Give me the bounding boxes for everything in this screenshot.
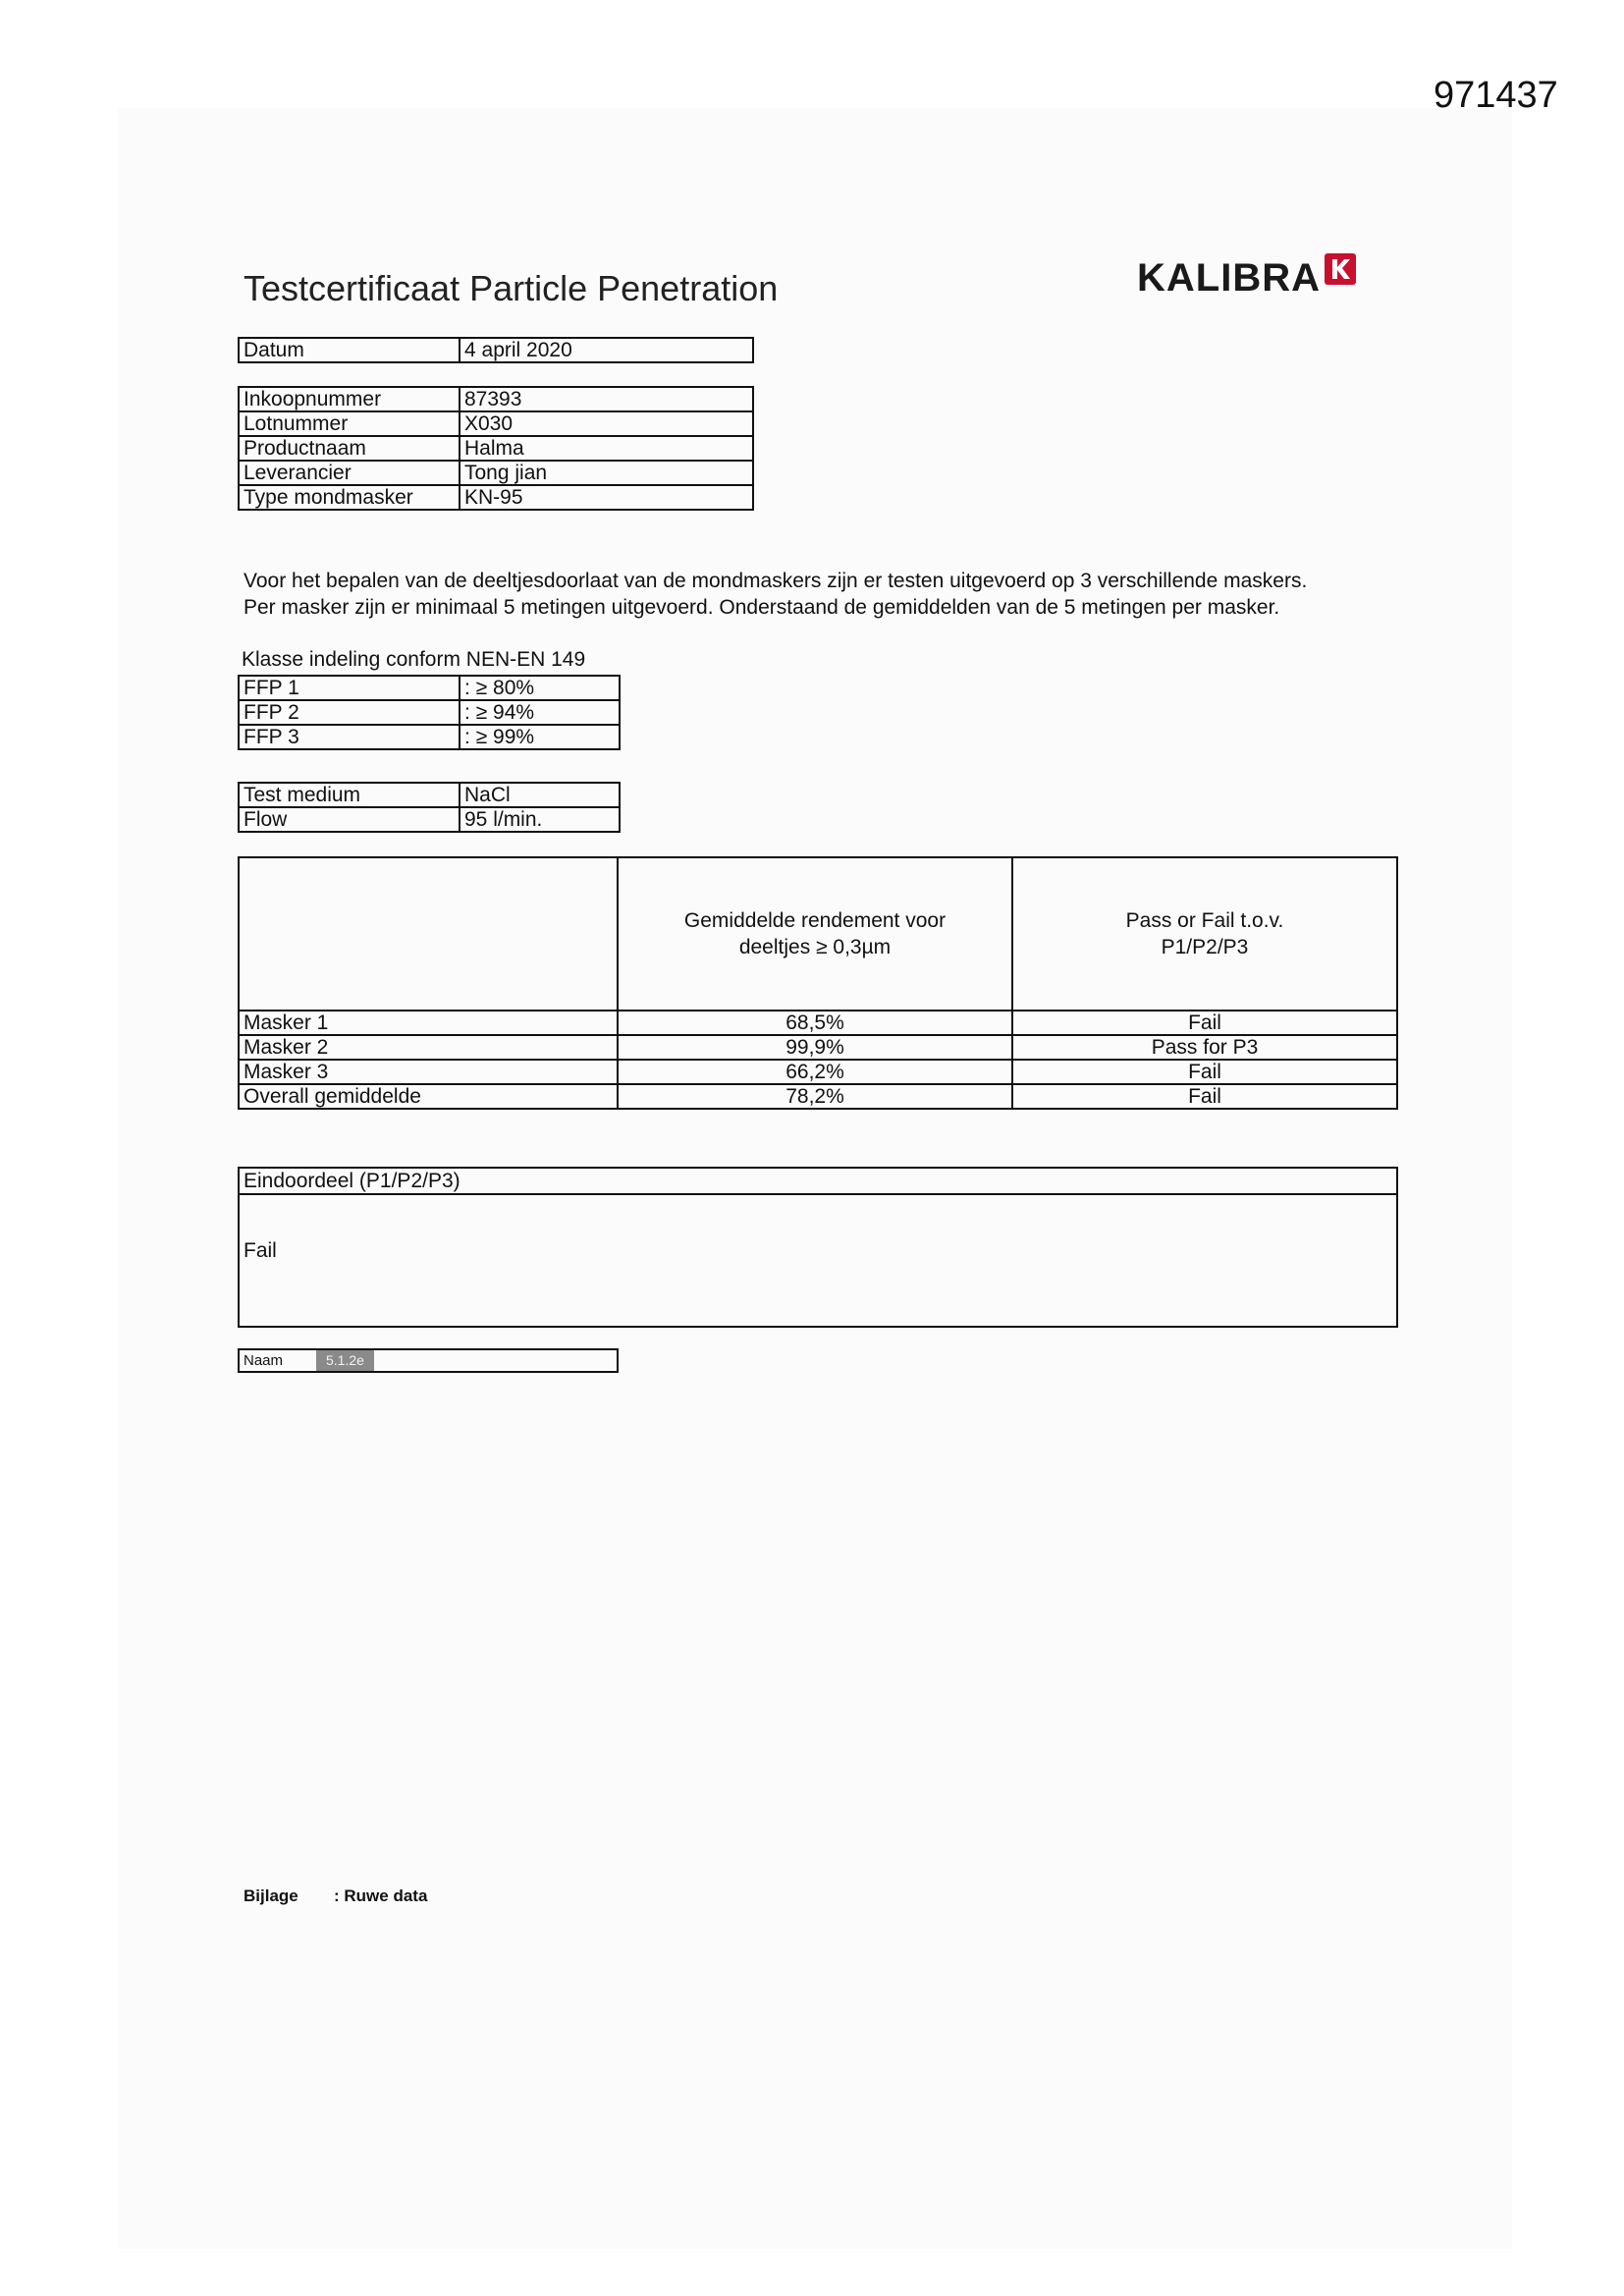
row-value: 95 l/min. bbox=[460, 807, 620, 832]
intro-line-2: Per masker zijn er minimaal 5 metingen uitgevoerd. Onderstaand de gemiddelden van de 5 metingen per masker. bbox=[244, 596, 1280, 619]
naam-label: Naam bbox=[244, 1352, 284, 1369]
datum-row bbox=[239, 338, 753, 362]
row-label: Type mondmasker bbox=[239, 485, 460, 510]
row-label: Productnaam bbox=[239, 436, 460, 461]
row-label: FFP 1 bbox=[239, 676, 460, 700]
product-info-table bbox=[238, 386, 754, 511]
bijlage-label: Bijlage bbox=[244, 1886, 298, 1905]
pass-fail-value: Fail bbox=[1012, 1060, 1397, 1084]
table-row bbox=[239, 436, 753, 461]
row-label: Flow bbox=[239, 807, 460, 832]
table-row bbox=[239, 783, 620, 807]
intro-line-1: Voor het bepalen van de deeltjesdoorlaat van de mondmaskers zijn er testen uitgevoerd op 3 verschillende maskers. bbox=[244, 570, 1308, 592]
table-row bbox=[239, 725, 620, 749]
klasse-table bbox=[238, 675, 621, 750]
pass-fail-value: Fail bbox=[1012, 1084, 1397, 1109]
klasse-heading: Klasse indeling conform NEN-EN 149 bbox=[242, 648, 586, 671]
datum-value: 4 april 2020 bbox=[460, 338, 753, 362]
row-value: NaCl bbox=[460, 783, 620, 807]
row-label: Lotnummer bbox=[239, 411, 460, 436]
row-label: Test medium bbox=[239, 783, 460, 807]
datum-table bbox=[238, 337, 754, 363]
logo-text: KALIBRA bbox=[1137, 256, 1321, 300]
kalibra-logo bbox=[1137, 253, 1356, 302]
pass-fail-header-line-2: P1/P2/P3 bbox=[1161, 936, 1249, 958]
masker-label: Masker 1 bbox=[239, 1011, 618, 1035]
logo-k-icon bbox=[1325, 253, 1356, 285]
table-row bbox=[239, 1060, 1397, 1084]
bijlage-value: : Ruwe data bbox=[334, 1886, 428, 1905]
row-label: Leverancier bbox=[239, 461, 460, 485]
eindoordeel-label: Eindoordeel (P1/P2/P3) bbox=[240, 1169, 1396, 1195]
table-row bbox=[239, 387, 753, 411]
table-row bbox=[239, 1084, 1397, 1109]
naam-redaction-code: 5.1.2e bbox=[316, 1350, 374, 1371]
pass-fail-value: Fail bbox=[1012, 1011, 1397, 1035]
rendement-header-line-2: deeltjes ≥ 0,3µm bbox=[738, 936, 892, 958]
page-title: Testcertificaat Particle Penetration bbox=[244, 268, 779, 308]
pass-fail-value: Pass for P3 bbox=[1012, 1035, 1397, 1060]
table-row bbox=[239, 411, 753, 436]
masker-label: Masker 2 bbox=[239, 1035, 618, 1060]
results-header-row bbox=[239, 857, 1397, 1011]
datum-label: Datum bbox=[239, 338, 460, 362]
rendement-value: 68,5% bbox=[618, 1011, 1012, 1035]
rendement-header-line-1: Gemiddelde rendement voor bbox=[683, 909, 947, 932]
results-table bbox=[238, 856, 1398, 1110]
table-row bbox=[239, 807, 620, 832]
row-value: KN-95 bbox=[460, 485, 753, 510]
pass-fail-header-line-1: Pass or Fail t.o.v. bbox=[1125, 909, 1284, 932]
rendement-value: 78,2% bbox=[618, 1084, 1012, 1109]
rendement-value: 66,2% bbox=[618, 1060, 1012, 1084]
row-label: FFP 3 bbox=[239, 725, 460, 749]
naam-field bbox=[238, 1348, 619, 1373]
document-number: 971437 bbox=[1434, 75, 1558, 116]
table-row bbox=[239, 700, 620, 725]
results-header-pass-fail bbox=[1012, 857, 1397, 1011]
row-value: X030 bbox=[460, 411, 753, 436]
test-conditions-table bbox=[238, 782, 621, 833]
eindoordeel-value: Fail bbox=[244, 1239, 277, 1262]
eindoordeel-box bbox=[238, 1167, 1398, 1328]
table-row bbox=[239, 1035, 1397, 1060]
rendement-value: 99,9% bbox=[618, 1035, 1012, 1060]
results-header-empty bbox=[239, 857, 618, 1011]
results-header-rendement bbox=[618, 857, 1012, 1011]
masker-label: Overall gemiddelde bbox=[239, 1084, 618, 1109]
row-label: FFP 2 bbox=[239, 700, 460, 725]
table-row bbox=[239, 676, 620, 700]
row-value: Halma bbox=[460, 436, 753, 461]
table-row bbox=[239, 485, 753, 510]
row-value: : ≥ 80% bbox=[460, 676, 620, 700]
row-value: Tong jian bbox=[460, 461, 753, 485]
row-label: Inkoopnummer bbox=[239, 387, 460, 411]
masker-label: Masker 3 bbox=[239, 1060, 618, 1084]
row-value: : ≥ 99% bbox=[460, 725, 620, 749]
row-value: 87393 bbox=[460, 387, 753, 411]
intro-text bbox=[244, 568, 1307, 621]
table-row bbox=[239, 1011, 1397, 1035]
row-value: : ≥ 94% bbox=[460, 700, 620, 725]
table-row bbox=[239, 461, 753, 485]
